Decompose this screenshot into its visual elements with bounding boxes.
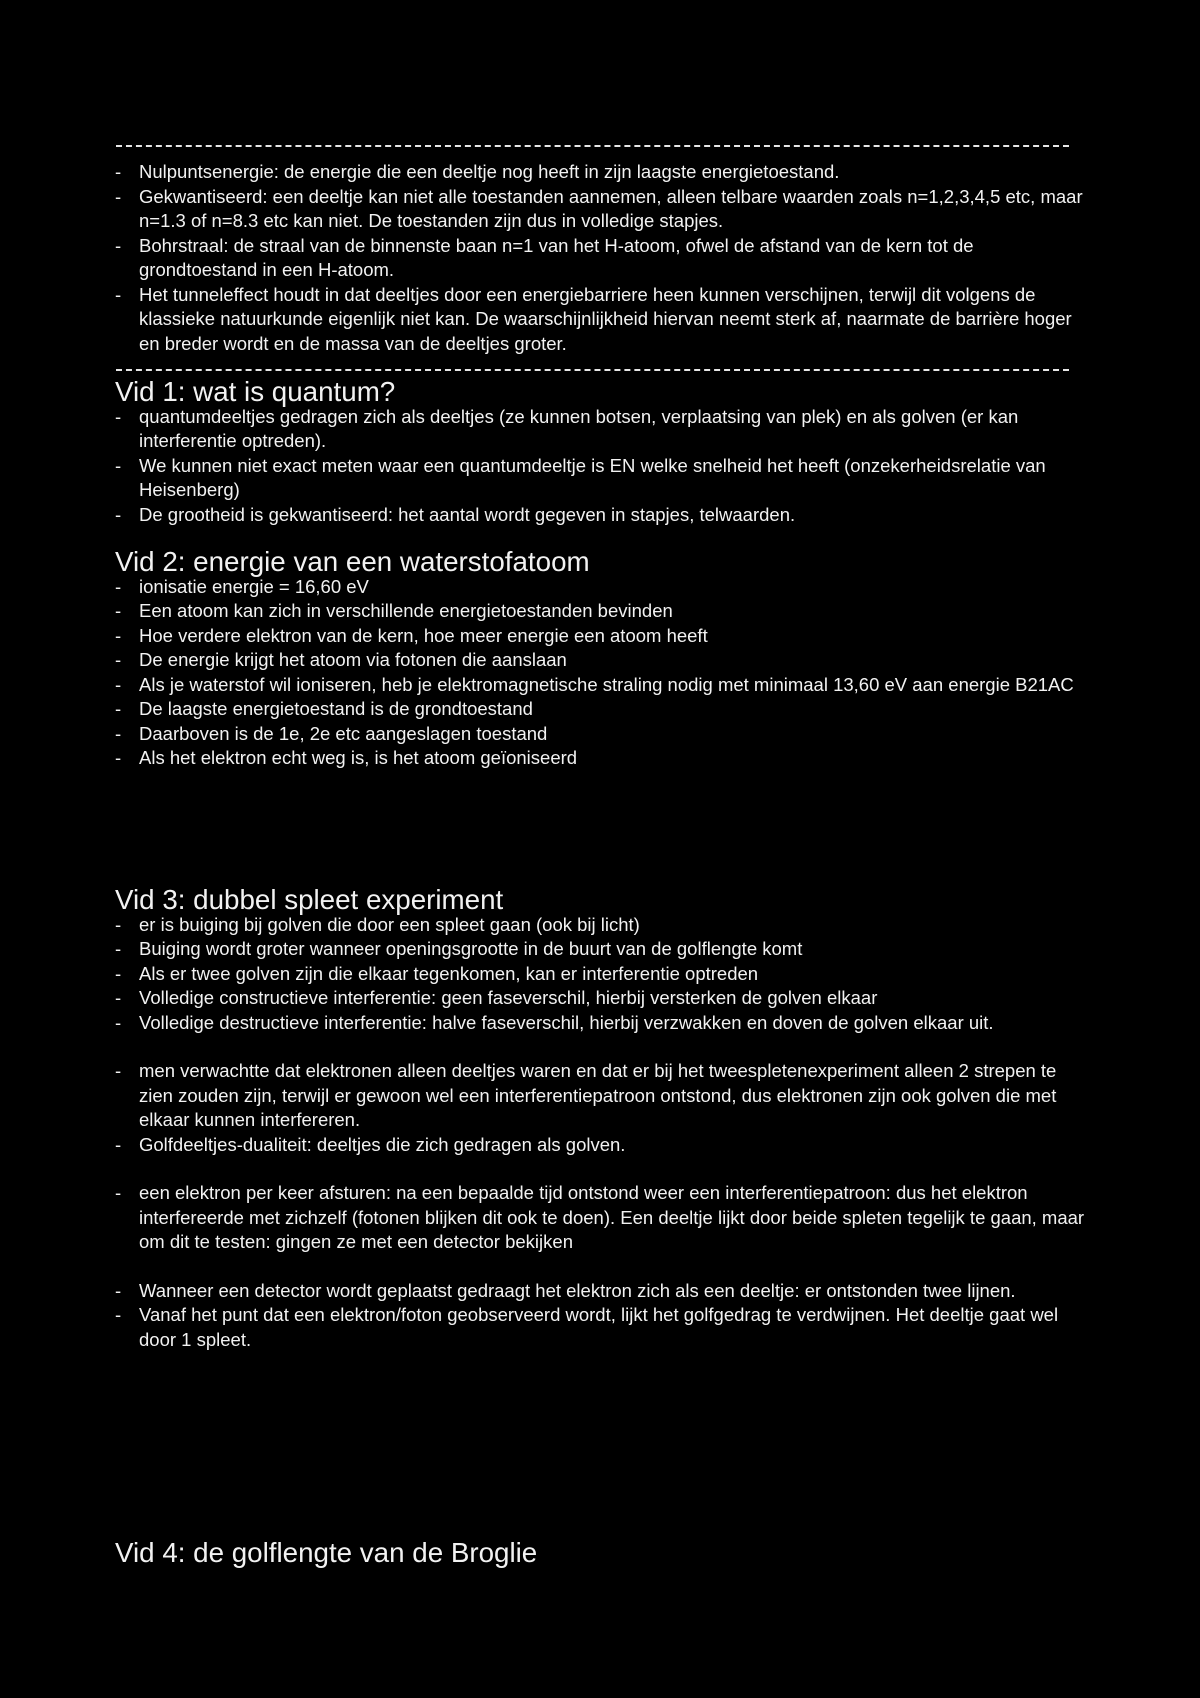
vid2-heading: Vid 2: energie van een waterstofatoom bbox=[115, 546, 590, 577]
list-item: - We kunnen niet exact meten waar een quantumdeeltje is EN welke snelheid het heeft (onzekerheidsrelatie van Heisenberg) bbox=[115, 454, 1046, 500]
bullet-dash: - bbox=[115, 624, 122, 646]
bullet-dash: - bbox=[115, 185, 122, 207]
bullet-dash: - bbox=[115, 1279, 122, 1301]
vid3-list-4 bbox=[115, 1279, 1090, 1353]
definitions-section bbox=[115, 160, 1090, 356]
bullet-dash: - bbox=[115, 283, 122, 305]
list-item: - quantumdeeltjes gedragen zich als deeltjes (ze kunnen botsen, verplaatsing van plek) en als golven (er kan interferentie optreden). bbox=[115, 405, 1019, 451]
vid2-list bbox=[115, 575, 1090, 771]
bullet-dash: - bbox=[115, 913, 122, 935]
list-item: - men verwachtte dat elektronen alleen deeltjes waren en dat er bij het tweespletenexperiment alleen 2 strepen te zien zouden zijn, terwijl er gewoon wel een interferentiepatroon ontstond, dus elektronen zijn ook golven die met elkaar kunnen interfereren. bbox=[115, 1060, 1057, 1130]
list-item: - Vanaf het punt dat een elektron/foton geobserveerd wordt, lijkt het golfgedrag te verdwijnen. Het deeltje gaat wel door 1 spleet. bbox=[115, 1304, 1059, 1350]
list-item: - Volledige constructieve interferentie: geen faseverschil, hierbij versterken de golven elkaar bbox=[115, 986, 1090, 1011]
bullet-dash: - bbox=[115, 161, 122, 182]
bullet-dash: - bbox=[115, 234, 122, 256]
vid4-heading: Vid 4: de golflengte van de Broglie bbox=[115, 1537, 538, 1568]
list-item: - Bohrstraal: de straal van de binnenste baan n=1 van het H-atoom, ofwel de afstand van de kern tot de grondtoestand in een H-atoom. bbox=[115, 234, 974, 280]
bullet-dash: - bbox=[115, 1133, 122, 1155]
list-item: - Een atoom kan zich in verschillende energietoestanden bevinden bbox=[115, 599, 1090, 624]
vid1-heading: Vid 1: wat is quantum? bbox=[115, 376, 396, 407]
list-item: - De energie krijgt het atoom via fotonen die aanslaan bbox=[115, 648, 1090, 673]
list-item: - Het tunneleffect houdt in dat deeltjes door een energiebarriere heen kunnen verschijnen, terwijl dit volgens de klassieke natuurkunde eigenlijk niet kan. De waarschijnlijkheid hiervan neemt sterk af, naarmate de barrière hoger en breder wordt en de massa van de deeltjes groter. bbox=[115, 283, 1072, 354]
bullet-dash: - bbox=[115, 1011, 122, 1033]
bullet-dash: - bbox=[115, 575, 122, 597]
dashed-divider-top bbox=[116, 145, 1069, 147]
bullet-dash: - bbox=[115, 1060, 122, 1081]
bullet-dash: - bbox=[115, 1304, 122, 1325]
bullet-dash: - bbox=[115, 747, 122, 768]
list-item: - ionisatie energie = 16,60 eV bbox=[115, 575, 1090, 600]
list-item: - Wanneer een detector wordt geplaatst gedraagt het elektron zich als een deeltje: er ontstonden twee lijnen. bbox=[115, 1279, 1090, 1304]
list-item: - Als het elektron echt weg is, is het atoom geïoniseerd bbox=[115, 746, 1090, 771]
bullet-dash: - bbox=[115, 649, 122, 670]
bullet-dash: - bbox=[115, 673, 122, 695]
bullet-dash: - bbox=[115, 987, 122, 1008]
bullet-dash: - bbox=[115, 454, 122, 476]
list-item: - Golfdeeltjes-dualiteit: deeltjes die zich gedragen als golven. bbox=[115, 1133, 1090, 1158]
list-item: - Als er twee golven zijn die elkaar tegenkomen, kan er interferentie optreden bbox=[115, 962, 1090, 987]
bullet-dash: - bbox=[115, 722, 122, 744]
vid3-list-3 bbox=[115, 1181, 1090, 1255]
list-item: - Buiging wordt groter wanneer openingsgrootte in de buurt van de golflengte komt bbox=[115, 937, 1090, 962]
bullet-dash: - bbox=[115, 938, 122, 959]
list-item: - Als je waterstof wil ioniseren, heb je elektromagnetische straling nodig met minimaal 13,60 eV aan energie B21AC bbox=[115, 673, 1090, 698]
vid2-section bbox=[115, 546, 1090, 771]
bullet-dash: - bbox=[115, 698, 122, 719]
list-item: - er is buiging bij golven die door een spleet gaan (ook bij licht) bbox=[115, 913, 1090, 938]
definitions-list bbox=[115, 160, 1090, 356]
vid1-section bbox=[115, 376, 1090, 527]
list-item: - Nulpuntsenergie: de energie die een deeltje nog heeft in zijn laagste energietoestand. bbox=[115, 160, 1090, 185]
list-item: - Volledige destructieve interferentie: halve faseverschil, hierbij verzwakken en doven de golven elkaar uit. bbox=[115, 1011, 1090, 1036]
list-item: - Gekwantiseerd: een deeltje kan niet alle toestanden aannemen, alleen telbare waarden zoals n=1,2,3,4,5 etc, maar n=1.3 of n=8.3 etc kan niet. De toestanden zijn dus in volledige stapjes. bbox=[115, 185, 1083, 231]
list-item: - een elektron per keer afsturen: na een bepaalde tijd ontstond weer een interferentiepatroon: dus het elektron interfereerde met zichzelf (fotonen blijken dit ook te doen). Een deeltje lijkt door beide spleten tegelijk te gaan, maar om dit te testen: gingen ze met een detector bekijken bbox=[115, 1182, 1085, 1252]
vid4-section bbox=[115, 1537, 1090, 1568]
bullet-dash: - bbox=[115, 503, 122, 525]
list-item: - De laagste energietoestand is de grondtoestand bbox=[115, 697, 1090, 722]
vid3-heading: Vid 3: dubbel spleet experiment bbox=[115, 884, 504, 915]
dashed-divider-bottom bbox=[116, 369, 1069, 371]
vid3-list-1 bbox=[115, 913, 1090, 1036]
bullet-dash: - bbox=[115, 1182, 122, 1203]
vid1-list bbox=[115, 405, 1090, 528]
bullet-dash: - bbox=[115, 600, 122, 621]
bullet-dash: - bbox=[115, 405, 122, 427]
list-item: - De grootheid is gekwantiseerd: het aantal wordt gegeven in stapjes, telwaarden. bbox=[115, 503, 1090, 528]
vid3-list-2 bbox=[115, 1059, 1090, 1157]
bullet-dash: - bbox=[115, 962, 122, 984]
list-item: - Daarboven is de 1e, 2e etc aangeslagen toestand bbox=[115, 722, 1090, 747]
list-item: - Hoe verdere elektron van de kern, hoe meer energie een atoom heeft bbox=[115, 624, 1090, 649]
vid3-section bbox=[115, 884, 1090, 1352]
